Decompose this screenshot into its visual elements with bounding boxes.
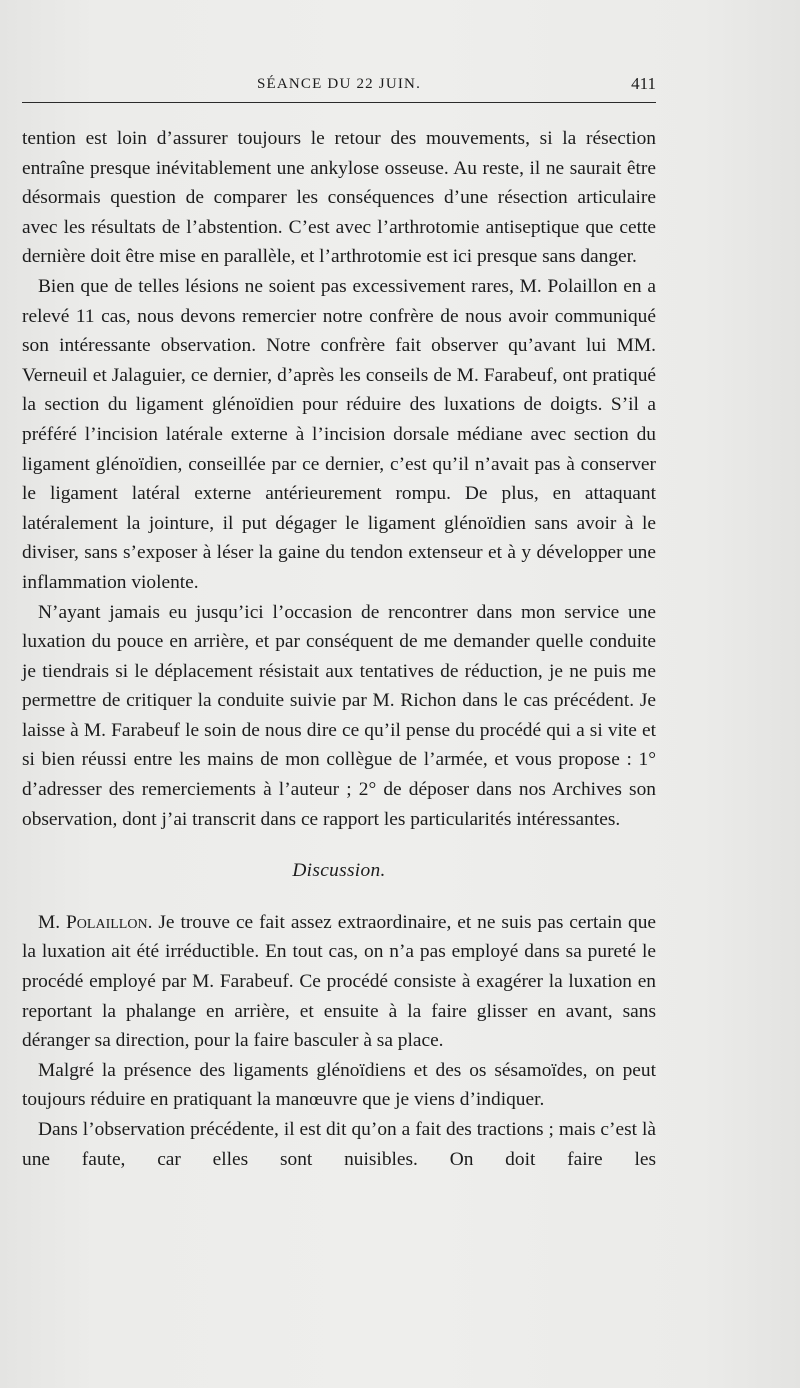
paragraph: tention est loin d’assurer toujours le retour des mouvements, si la résection entraîne presque inévitablement une ankylose osseuse. Au reste, il ne saurait être désormais question de comparer les conséquences d’une résection articulaire avec les résultats de l’abstention. C’est avec l’arthrotomie antiseptique que cette dernière doit être mise en parallèle, et l’arthrotomie est ici presque sans danger. [22, 128, 656, 268]
paragraph: Bien que de telles lésions ne soient pas excessivement rares, M. Polaillon en a relevé 11 cas, nous devons remercier notre confrère de nous avoir communiqué son intéressante observation. Notre confrère fait observer qu’avant lui MM. Verneuil et Jalaguier, ce dernier, d’après les conseils de M. Farabeuf, ont pratiqué la section du ligament glénoïdien pour réduire des luxations de doigts. S’il a préféré l’incision latérale externe à l’incision dorsale médiane avec section du ligament glénoïdien, conseillée par ce dernier, c’est qu’il n’avait pas à conserver le ligament latéral externe antérieurement rompu. De plus, en attaquant latéralement la jointure, il put dégager le ligament glénoïdien sans avoir à le diviser, sans s’exposer à léser la gaine du tendon extenseur et à y développer une inflammation violente. [22, 275, 656, 593]
body-text [22, 124, 656, 1174]
running-title: SÉANCE DU 22 JUIN. [256, 76, 422, 92]
discussion-paragraph [22, 908, 656, 1056]
discussion-text: Je trouve ce fait assez extraordinaire, et ne suis pas certain que la luxation ait été irréductible. En tout cas, on n’a pas employé dans sa pureté le procédé employé par M. Farabeuf. Ce procédé consiste à exagérer la luxation en reportant la phalange en arrière, et ensuite à la faire glisser en avant, sans déranger sa direction, pour la faire basculer à sa place. [22, 911, 656, 1052]
header-rule [22, 102, 656, 103]
page-number: 411 [631, 74, 656, 93]
running-head [22, 74, 656, 96]
paragraph: N’ayant jamais eu jusqu’ici l’occasion de rencontrer dans mon service une luxation du pouce en arrière, et par conséquent de me demander quelle conduite je tiendrais si le déplacement résistait aux tentatives de réduction, je ne puis me permettre de critiquer la conduite suivie par M. Richon dans le cas précédent. Je laisse à M. Farabeuf le soin de nous dire ce qu’il pense du procédé qui a si vite et si bien réussi entre les mains de mon collègue de l’armée, et vous propose : 1° d’adresser des remerciements à l’auteur ; 2° de déposer dans nos Archives son observation, dont j’ai transcrit dans ce rapport les particularités intéressantes. [22, 601, 656, 830]
discussion-paragraph: Dans l’observation précédente, il est dit qu’on a fait des tractions ; mais c’est là une faute, car elles sont nuisibles. On doit faire les [22, 1119, 656, 1170]
section-title: Discussion. [292, 860, 386, 882]
discussion-paragraph: Malgré la présence des ligaments glénoïdiens et des os sésamoïdes, on peut toujours réduire en pratiquant la manœuvre que je viens d’indiquer. [22, 1059, 656, 1111]
speaker-name: M. Polaillon. [38, 911, 153, 933]
